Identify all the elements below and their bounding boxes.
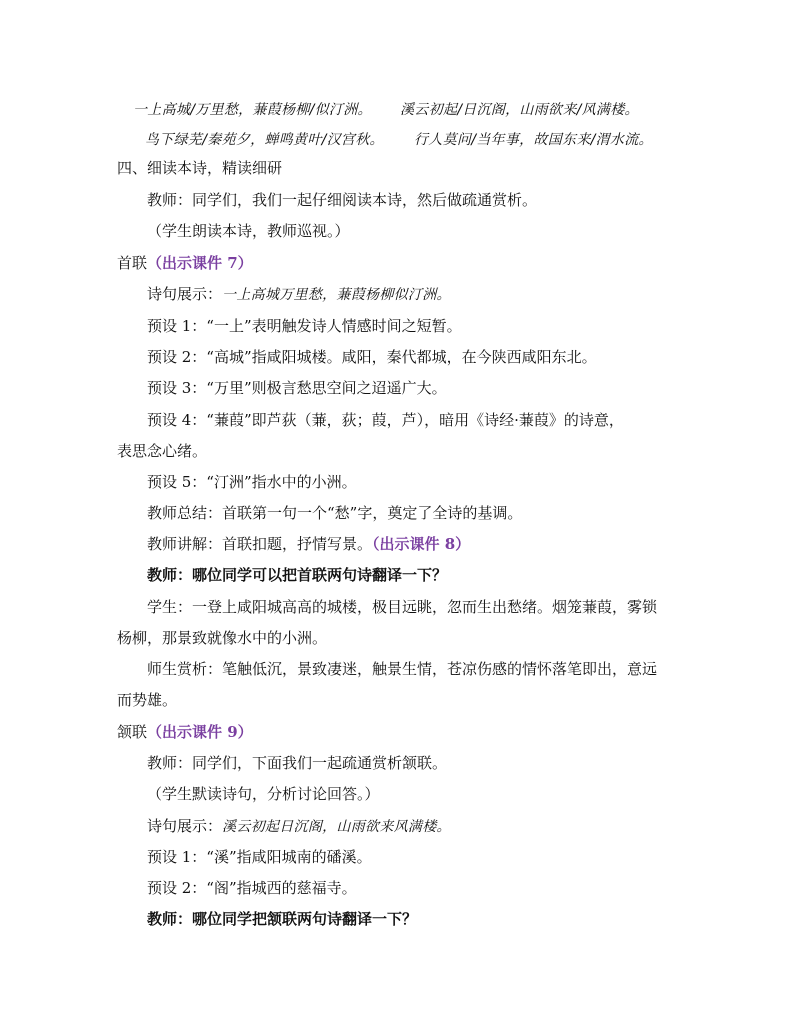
couplet-title: 首联 [117,254,148,272]
poem-display-2 [147,816,451,837]
preset-7: 预设 2：“阁”指城西的慈福寺。 [147,879,357,897]
poem-line-2b: 行人莫问/当年事，故国东来/渭水流。 [414,132,653,148]
preset-6: 预设 1：“溪”指咸阳城南的磻溪。 [147,848,372,866]
poem-display-text: 一上高城万里愁，蒹葭杨柳似汀洲。 [222,287,451,303]
slide-cue-7: （出示课件 7） [147,254,253,272]
student-note-1: （学生朗读本诗，教师巡视。） [147,222,350,240]
couplet-title: 颔联 [117,723,148,741]
preset-4: 预设 4：“蒹葭”即芦荻（蒹，荻；葭，芦），暗用《诗经·蒹葭》的诗意， [147,411,624,429]
poem-display-label: 诗句展示： [147,817,223,835]
student-answer-1-cont: 杨柳，那景致就像水中的小洲。 [117,629,328,647]
preset-5: 预设 5：“汀洲”指水中的小洲。 [147,473,357,491]
teacher-question-2: 教师：哪位同学把颔联两句诗翻译一下？ [147,910,418,928]
student-note-2: （学生默读诗句，分析讨论回答。） [147,785,380,803]
slide-cue-9: （出示课件 9） [147,723,253,741]
couplet-heading-shoulian [117,253,253,273]
poem-display-text: 溪云初起日沉阁，山雨欲来风满楼。 [222,819,451,835]
teacher-line-1: 教师：同学们，我们一起仔细阅读本诗，然后做疏通赏析。 [147,191,538,209]
poem-display-label: 诗句展示： [147,285,223,303]
appreciation-1-cont: 而势雄。 [117,691,178,709]
teacher-line-2: 教师：同学们，下面我们一起疏通赏析颔联。 [147,754,448,772]
teacher-explain-text: 教师讲解：首联扣题，抒情写景。 [147,535,373,553]
section-heading-4: 四、细读本诗，精读细研 [117,159,283,177]
slide-cue-8: （出示课件 8） [372,535,471,553]
student-answer-1: 学生：一登上咸阳城高高的城楼，极目远眺，忽而生出愁绪。烟笼蒹葭，雾锁 [147,598,658,616]
poem-display-1 [147,284,451,305]
teacher-explain [147,534,470,554]
couplet-heading-hanlian [117,722,253,742]
teacher-question-1: 教师：哪位同学可以把首联两句诗翻译一下？ [147,566,448,584]
poem-line-2a: 鸟下绿芜/秦苑夕，蝉鸣黄叶/汉宫秋。 [145,132,384,148]
poem-line-1a: 一上高城/万里愁，蒹葭杨柳/似汀洲。 [133,102,372,118]
poem-line-1b: 溪云初起/日沉阁，山雨欲来/风满楼。 [400,102,639,118]
preset-3: 预设 3：“万里”则极言愁思空间之迢遥广大。 [147,379,447,397]
preset-1: 预设 1：“一上”表明触发诗人情感时间之短暂。 [147,317,462,335]
preset-4-cont: 表思念心绪。 [117,442,208,460]
appreciation-1: 师生赏析：笔触低沉，景致凄迷，触景生情，苍凉伤感的情怀落笔即出，意远 [147,660,658,678]
teacher-summary: 教师总结：首联第一句一个“愁”字，奠定了全诗的基调。 [147,504,523,522]
preset-2: 预设 2：“高城”指咸阳城楼。咸阳，秦代都城，在今陕西咸阳东北。 [147,348,597,366]
